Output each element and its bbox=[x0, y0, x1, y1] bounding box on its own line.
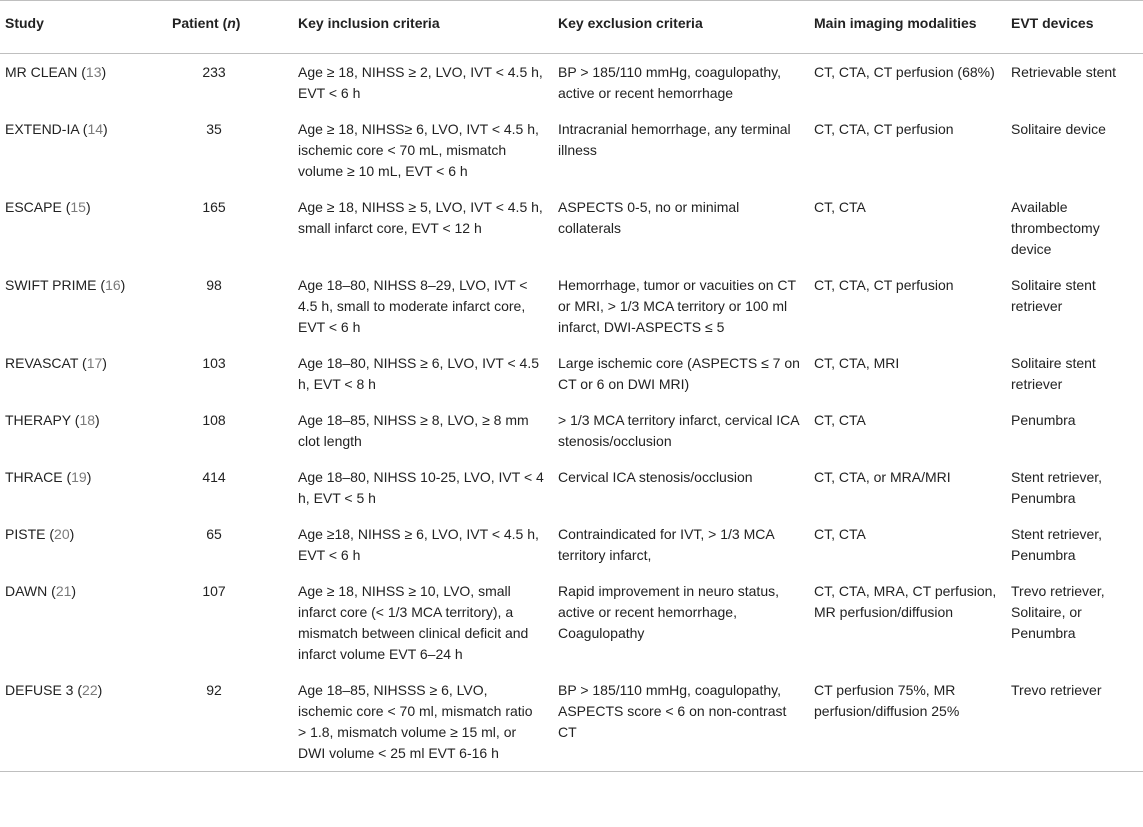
cell-exclusion: BP > 185/110 mmHg, coagulopathy, active or recent hemorrhage bbox=[558, 64, 781, 101]
cell-exclusion: > 1/3 MCA territory infarct, cervical ICA stenosis/occlusion bbox=[558, 412, 799, 449]
header-inclusion: Key inclusion criteria bbox=[298, 15, 440, 31]
cell-inclusion: Age ≥18, NIHSS ≥ 6, LVO, IVT < 4.5 h, EVT < 6 h bbox=[298, 526, 539, 563]
cell-study: DAWN (21) bbox=[5, 583, 77, 599]
cell-study: SWIFT PRIME (16) bbox=[5, 277, 126, 293]
table-row bbox=[0, 111, 1143, 189]
cell-imaging: CT, CTA, MRI bbox=[814, 355, 900, 371]
cell-devices: Stent retriever, Penumbra bbox=[1011, 469, 1103, 506]
table-row bbox=[0, 267, 1143, 345]
reference-link[interactable]: 17 bbox=[86, 355, 103, 371]
cell-study: DEFUSE 3 (22) bbox=[5, 682, 103, 698]
cell-patient-count: 233 bbox=[202, 64, 226, 80]
table-row bbox=[0, 189, 1143, 267]
cell-imaging: CT, CTA bbox=[814, 412, 866, 428]
cell-patient-count: 98 bbox=[206, 277, 222, 293]
reference-link[interactable]: 19 bbox=[71, 469, 87, 485]
header-imaging: Main imaging modalities bbox=[814, 15, 977, 31]
cell-exclusion: Hemorrhage, tumor or vacuities on CT or MRI, > 1/3 MCA territory or 100 ml infarct, DWI-ASPECTS ≤ 5 bbox=[558, 277, 796, 335]
header-study: Study bbox=[5, 15, 44, 31]
cell-devices: Penumbra bbox=[1011, 412, 1076, 428]
cell-devices: Solitaire stent retriever bbox=[1011, 355, 1096, 392]
reference-link[interactable]: 13 bbox=[85, 64, 102, 80]
cell-exclusion: Large ischemic core (ASPECTS ≤ 7 on CT or 6 on DWI MRI) bbox=[558, 355, 800, 392]
table-row bbox=[0, 402, 1143, 459]
cell-devices: Available thrombectomy device bbox=[1011, 199, 1100, 257]
header-devices: EVT devices bbox=[1011, 15, 1094, 31]
cell-patient-count: 65 bbox=[206, 526, 222, 542]
cell-exclusion: Cervical ICA stenosis/occlusion bbox=[558, 469, 753, 485]
header-exclusion: Key exclusion criteria bbox=[558, 15, 703, 31]
cell-imaging: CT, CTA, CT perfusion bbox=[814, 121, 954, 137]
cell-study: REVASCAT (17) bbox=[5, 355, 107, 371]
cell-devices: Trevo retriever, Solitaire, or Penumbra bbox=[1011, 583, 1105, 641]
study-name: EXTEND-IA bbox=[5, 121, 79, 137]
study-name: THERAPY bbox=[5, 412, 71, 428]
cell-patient-count: 165 bbox=[202, 199, 226, 215]
cell-inclusion: Age 18–85, NIHSSS ≥ 6, LVO, ischemic core < 70 ml, mismatch ratio > 1.8, mismatch volume ≥ 15 ml, or DWI volume < 25 ml EVT 6-16 h bbox=[298, 682, 533, 761]
study-name: MR CLEAN bbox=[5, 64, 78, 80]
study-name: DEFUSE 3 bbox=[5, 682, 74, 698]
cell-imaging: CT, CTA, or MRA/MRI bbox=[814, 469, 951, 485]
cell-exclusion: Contraindicated for IVT, > 1/3 MCA territory infarct, bbox=[558, 526, 774, 563]
reference-link[interactable]: 16 bbox=[105, 277, 121, 293]
cell-imaging: CT, CTA bbox=[814, 526, 866, 542]
cell-exclusion: Intracranial hemorrhage, any terminal illness bbox=[558, 121, 791, 158]
header-patient: Patient (n) bbox=[172, 15, 241, 31]
study-name: REVASCAT bbox=[5, 355, 79, 371]
cell-inclusion: Age 18–85, NIHSS ≥ 8, LVO, ≥ 8 mm clot length bbox=[298, 412, 529, 449]
cell-exclusion: Rapid improvement in neuro status, active or recent hemorrhage, Coagulopathy bbox=[558, 583, 779, 641]
reference-link[interactable]: 22 bbox=[82, 682, 98, 698]
cell-devices: Solitaire stent retriever bbox=[1011, 277, 1096, 314]
cell-inclusion: Age ≥ 18, NIHSS ≥ 5, LVO, IVT < 4.5 h, small infarct core, EVT < 12 h bbox=[298, 199, 543, 236]
reference-link[interactable]: 21 bbox=[55, 583, 72, 599]
cell-inclusion: Age 18–80, NIHSS 8–29, LVO, IVT < 4.5 h, small to moderate infarct core, EVT < 6 h bbox=[298, 277, 528, 335]
cell-exclusion: ASPECTS 0-5, no or minimal collaterals bbox=[558, 199, 740, 236]
reference-link[interactable]: 14 bbox=[87, 121, 104, 137]
cell-imaging: CT, CTA bbox=[814, 199, 866, 215]
cell-devices: Stent retriever, Penumbra bbox=[1011, 526, 1103, 563]
cell-patient-count: 414 bbox=[202, 469, 226, 485]
cell-inclusion: Age 18–80, NIHSS 10-25, LVO, IVT < 4 h, EVT < 5 h bbox=[298, 469, 544, 506]
cell-imaging: CT, CTA, CT perfusion (68%) bbox=[814, 64, 995, 80]
cell-study: MR CLEAN (13) bbox=[5, 64, 107, 80]
reference-link[interactable]: 15 bbox=[70, 199, 86, 215]
cell-study: ESCAPE (15) bbox=[5, 199, 91, 215]
cell-devices: Retrievable stent bbox=[1011, 64, 1117, 80]
cell-devices: Trevo retriever bbox=[1011, 682, 1102, 698]
table-row bbox=[0, 345, 1143, 402]
cell-patient-count: 107 bbox=[202, 583, 226, 599]
cell-study: THERAPY (18) bbox=[5, 412, 100, 428]
cell-patient-count: 92 bbox=[206, 682, 222, 698]
cell-study: PISTE (20) bbox=[5, 526, 75, 542]
cell-patient-count: 103 bbox=[202, 355, 226, 371]
reference-link[interactable]: 18 bbox=[79, 412, 96, 428]
cell-study: THRACE (19) bbox=[5, 469, 92, 485]
table-row bbox=[0, 459, 1143, 516]
cell-inclusion: Age ≥ 18, NIHSS ≥ 2, LVO, IVT < 4.5 h, EVT < 6 h bbox=[298, 64, 543, 101]
cell-inclusion: Age ≥ 18, NIHSS ≥ 10, LVO, small infarct core (< 1/3 MCA territory), a mismatch between clinical deficit and infarct volume EVT 6–24 h bbox=[298, 583, 529, 662]
cell-inclusion: Age 18–80, NIHSS ≥ 6, LVO, IVT < 4.5 h, EVT < 8 h bbox=[298, 355, 540, 392]
study-name: PISTE bbox=[5, 526, 46, 542]
header-row bbox=[0, 1, 1143, 54]
cell-imaging: CT, CTA, MRA, CT perfusion, MR perfusion/diffusion bbox=[814, 583, 997, 620]
cell-devices: Solitaire device bbox=[1011, 121, 1106, 137]
table-row bbox=[0, 573, 1143, 672]
study-name: ESCAPE bbox=[5, 199, 62, 215]
cell-patient-count: 35 bbox=[206, 121, 222, 137]
table-row bbox=[0, 54, 1143, 112]
study-name: DAWN bbox=[5, 583, 48, 599]
cell-imaging: CT, CTA, CT perfusion bbox=[814, 277, 954, 293]
study-name: SWIFT PRIME bbox=[5, 277, 97, 293]
reference-link[interactable]: 20 bbox=[54, 526, 70, 542]
cell-inclusion: Age ≥ 18, NIHSS≥ 6, LVO, IVT < 4.5 h, ischemic core < 70 mL, mismatch volume ≥ 10 mL, EVT < 6 h bbox=[298, 121, 539, 179]
study-name: THRACE bbox=[5, 469, 63, 485]
cell-imaging: CT perfusion 75%, MR perfusion/diffusion 25% bbox=[814, 682, 960, 719]
cell-patient-count: 108 bbox=[202, 412, 226, 428]
table-row bbox=[0, 516, 1143, 573]
table-body bbox=[0, 54, 1143, 772]
cell-study: EXTEND-IA (14) bbox=[5, 121, 108, 137]
table-row bbox=[0, 672, 1143, 772]
cell-exclusion: BP > 185/110 mmHg, coagulopathy, ASPECTS score < 6 on non-contrast CT bbox=[558, 682, 787, 740]
